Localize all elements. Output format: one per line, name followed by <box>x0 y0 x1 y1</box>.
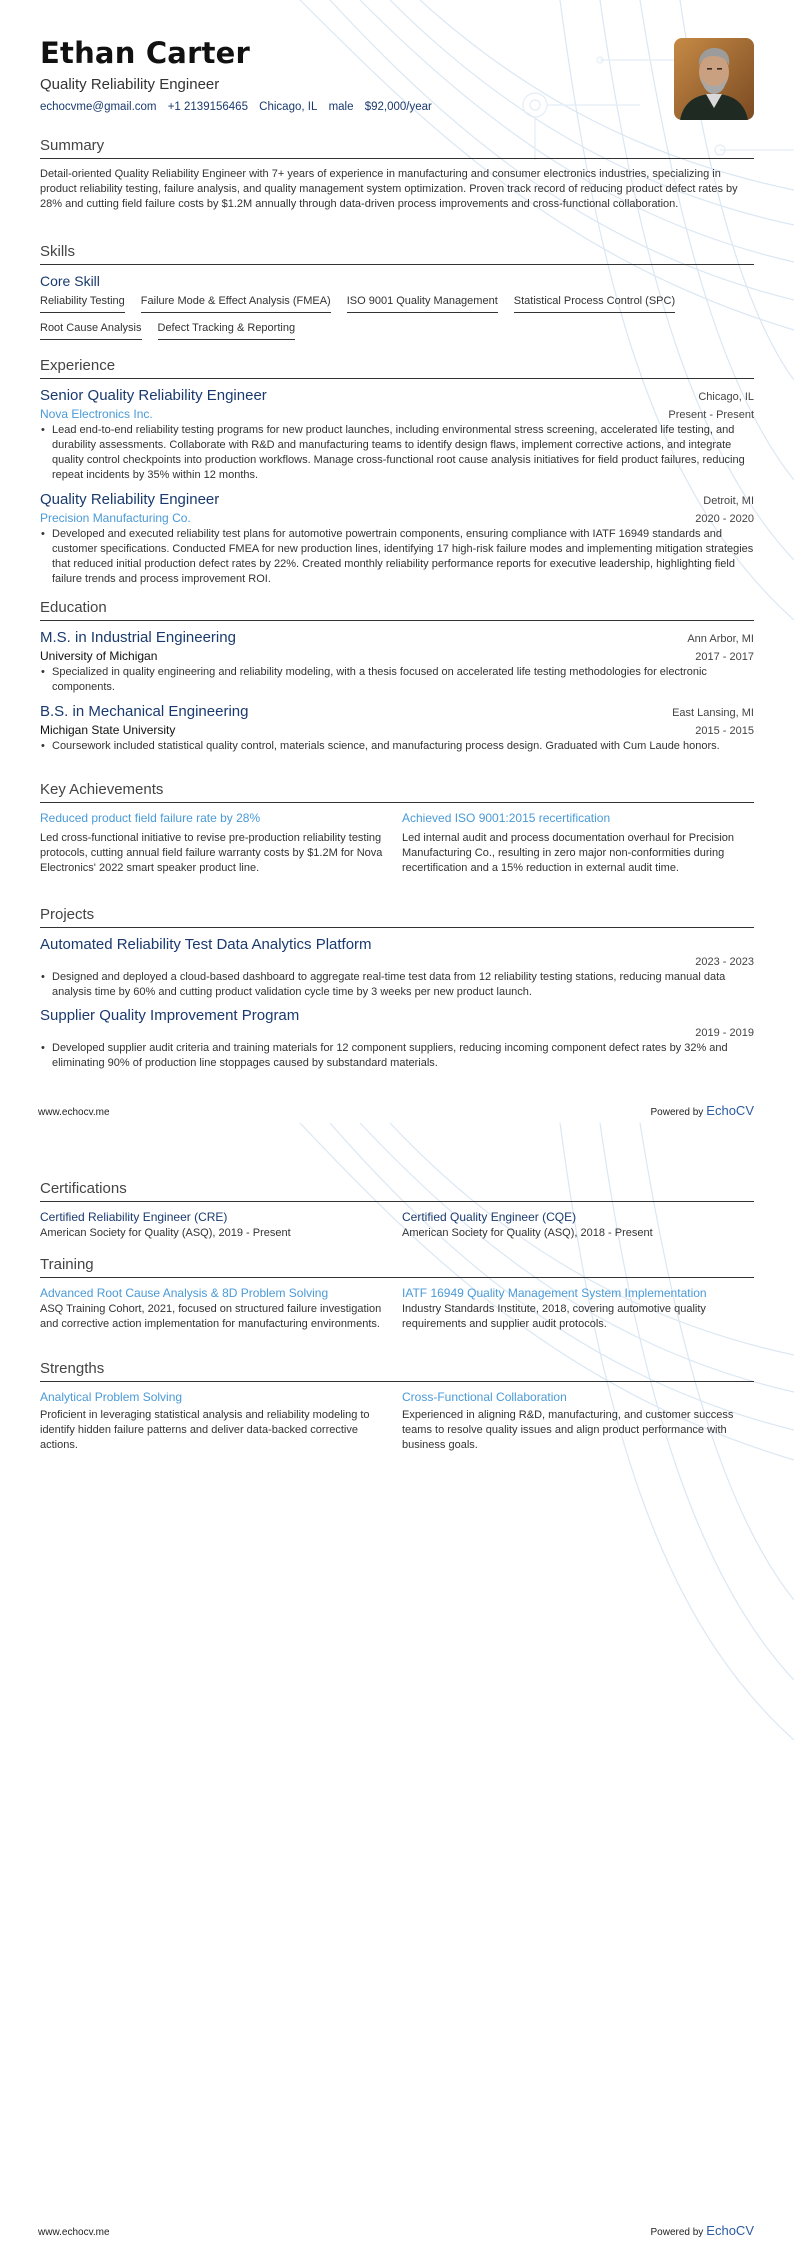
strength-text: Proficient in leveraging statistical analysis and reliability modeling to identify hidden failure patterns and deliver data-backed corrective actions. <box>40 1409 370 1451</box>
gender-text: male <box>328 101 354 113</box>
project-title: Supplier Quality Improvement Program <box>40 1007 300 1024</box>
school-name: University of Michigan <box>40 649 158 663</box>
certification-issuer: American Society for Quality (ASQ), 2019 - Present <box>40 1227 291 1239</box>
project-dates: 2023 - 2023 <box>695 956 754 968</box>
projects-section <box>40 906 754 1071</box>
resume-page-2 <box>0 1123 794 2246</box>
job-dates: 2020 - 2020 <box>695 513 754 525</box>
strengths-heading: Strengths <box>40 1360 754 1382</box>
company-name: Nova Electronics Inc. <box>40 407 153 421</box>
skill-tag: Reliability Testing <box>40 295 125 313</box>
summary-section <box>40 137 754 212</box>
skill-tag: Statistical Process Control (SPC) <box>514 295 675 313</box>
projects-heading: Projects <box>40 906 754 928</box>
job-bullets <box>40 423 754 483</box>
job-title: Senior Quality Reliability Engineer <box>40 387 267 404</box>
education-section <box>40 599 754 754</box>
strength-item <box>40 1390 392 1453</box>
certification-title: Certified Reliability Engineer (CRE) <box>40 1210 228 1224</box>
company-name: Precision Manufacturing Co. <box>40 511 191 525</box>
experience-heading: Experience <box>40 357 754 379</box>
salary-text: $92,000/year <box>364 101 432 113</box>
training-text: ASQ Training Cohort, 2021, focused on structured failure investigation and corrective action implementation for manufacturing environments. <box>40 1303 382 1330</box>
project-dates: 2019 - 2019 <box>695 1027 754 1039</box>
training-section <box>40 1256 754 1332</box>
experience-entry <box>40 491 754 587</box>
school-location: East Lansing, MI <box>672 707 754 719</box>
skill-tag: Defect Tracking & Reporting <box>158 322 296 340</box>
project-bullets <box>40 970 754 1000</box>
certifications-section <box>40 1180 754 1241</box>
education-bullet: • Specialized in quality engineering and reliability modeling, with a thesis focused on accelerated life testing methodologies for electronic components. <box>40 665 754 695</box>
job-bullets <box>40 527 754 587</box>
brand-logo-text[interactable]: EchoCV <box>706 2223 754 2238</box>
job-bullet: • Lead end-to-end reliability testing programs for new product launches, including environmental stress screening, accelerated life testing, and durability assessments. Collaborate with R&D and manufacturing teams to identify design flaws, implement corrective actions, and integrate quality control checkpoints into production workflows. Manage cross-functional root cause analysis initiatives for field product failures, reducing repeat incidents by 35% within 12 months. <box>40 423 754 483</box>
degree-title: M.S. in Industrial Engineering <box>40 629 236 646</box>
location-text: Chicago, IL <box>259 101 318 113</box>
training-title: IATF 16949 Quality Management System Implementation <box>402 1286 707 1300</box>
skill-tag: Root Cause Analysis <box>40 322 142 340</box>
project-entry <box>40 1007 754 1071</box>
project-bullet: • Developed supplier audit criteria and training materials for 12 component suppliers, reducing incoming component defect rates by 32% and eliminating 90% of production line stoppages caused by substandard materials. <box>40 1041 754 1071</box>
education-entry <box>40 703 754 754</box>
summary-text: Detail-oriented Quality Reliability Engineer with 7+ years of experience in manufacturing and consumer electronics industries, specializing in product reliability testing, failure analysis, and quality management system optimization. Proven track record of reducing product defect rates by 28% and cutting field failure costs by $1.2M annually through data-driven process improvements and cross-functional collaboration. <box>40 168 738 210</box>
strength-item <box>402 1390 754 1453</box>
footer-powered <box>650 1103 754 1118</box>
job-location: Chicago, IL <box>698 391 754 403</box>
page-footer <box>38 2223 754 2238</box>
job-location: Detroit, MI <box>703 495 754 507</box>
powered-by-text: Powered by <box>650 1107 704 1118</box>
degree-title: B.S. in Mechanical Engineering <box>40 703 249 720</box>
page-footer <box>38 1103 754 1118</box>
email-link[interactable]: echocvme@gmail.com <box>40 101 157 113</box>
school-name: Michigan State University <box>40 723 176 737</box>
project-title: Automated Reliability Test Data Analytics Platform <box>40 936 372 953</box>
skill-tag: ISO 9001 Quality Management <box>347 295 498 313</box>
contact-info <box>40 101 754 113</box>
education-dates: 2015 - 2015 <box>695 725 754 737</box>
powered-by-text: Powered by <box>650 2227 704 2238</box>
skills-heading: Skills <box>40 243 754 265</box>
school-location: Ann Arbor, MI <box>687 633 754 645</box>
profile-photo <box>674 38 754 120</box>
certification-title: Certified Quality Engineer (CQE) <box>402 1210 577 1224</box>
strength-title: Analytical Problem Solving <box>40 1390 183 1404</box>
strength-text: Experienced in aligning R&D, manufacturing, and customer success teams to resolve quality issues and align product performance with business goals. <box>402 1409 734 1451</box>
skills-section <box>40 243 754 349</box>
training-text: Industry Standards Institute, 2018, covering automotive quality requirements and supplier audit protocols. <box>402 1303 706 1330</box>
job-bullet: • Developed and executed reliability test plans for automotive powertrain components, ensuring compliance with IATF 16949 standards and customer specifications. Conducted FMEA for new production lines, identifying 17 high-risk failure modes and implementing mitigation strategies that reduced initial production defect rates by 22%. Created monthly reliability performance reports for executive leadership, highlighting field failure trends and process improvement ROI. <box>40 527 754 587</box>
education-bullets <box>40 665 754 695</box>
training-item <box>402 1286 754 1332</box>
achievement-title: Reduced product field failure rate by 28% <box>40 811 261 825</box>
experience-section <box>40 357 754 587</box>
achievement-text: Led internal audit and process documentation overhaul for Precision Manufacturing Co., resulting in zero major non-conformities during recertification and a 15% reduction in external audit time. <box>402 832 735 874</box>
footer-site-link[interactable]: www.echocv.me <box>38 2227 110 2238</box>
project-entry <box>40 936 754 1000</box>
project-bullet: • Designed and deployed a cloud-based dashboard to aggregate real-time test data from 12 reliability testing stations, reducing manual data analysis time by 60% and cutting product validation cycle time by 3 weeks per new product launch. <box>40 970 754 1000</box>
project-bullets <box>40 1041 754 1071</box>
skill-group-title: Core Skill <box>40 273 100 289</box>
education-bullet: • Coursework included statistical quality control, materials science, and manufacturing process design. Graduated with Cum Laude honors. <box>40 739 754 754</box>
phone-link[interactable]: +1 2139156465 <box>167 101 248 113</box>
certification-item <box>40 1210 392 1241</box>
strengths-section <box>40 1360 754 1453</box>
education-bullets <box>40 739 754 754</box>
candidate-title: Quality Reliability Engineer <box>40 76 220 93</box>
skill-list <box>40 295 754 349</box>
achievements-heading: Key Achievements <box>40 781 754 803</box>
education-dates: 2017 - 2017 <box>695 651 754 663</box>
training-title: Advanced Root Cause Analysis & 8D Problem Solving <box>40 1286 329 1300</box>
achievement-item <box>402 811 754 876</box>
footer-powered <box>650 2223 754 2238</box>
footer-site-link[interactable]: www.echocv.me <box>38 1107 110 1118</box>
candidate-name: Ethan Carter <box>40 36 251 70</box>
resume-header <box>40 36 754 113</box>
skill-tag: Failure Mode & Effect Analysis (FMEA) <box>141 295 331 313</box>
achievement-title: Achieved ISO 9001:2015 recertification <box>402 811 611 825</box>
certification-item <box>402 1210 754 1241</box>
experience-entry <box>40 387 754 483</box>
education-heading: Education <box>40 599 754 621</box>
job-dates: Present - Present <box>668 409 754 421</box>
achievement-item <box>40 811 392 876</box>
training-item <box>40 1286 392 1332</box>
strength-title: Cross-Functional Collaboration <box>402 1390 567 1404</box>
job-title: Quality Reliability Engineer <box>40 491 220 508</box>
achievements-section <box>40 781 754 876</box>
certifications-heading: Certifications <box>40 1180 754 1202</box>
education-entry <box>40 629 754 695</box>
brand-logo-text[interactable]: EchoCV <box>706 1103 754 1118</box>
summary-heading: Summary <box>40 137 754 159</box>
training-heading: Training <box>40 1256 754 1278</box>
certification-issuer: American Society for Quality (ASQ), 2018 - Present <box>402 1227 653 1239</box>
achievement-text: Led cross-functional initiative to revise pre-production reliability testing protocols, cutting annual field failure warranty costs by $1.2M for Nova Electronics' 2022 smart speaker product line. <box>40 832 383 874</box>
